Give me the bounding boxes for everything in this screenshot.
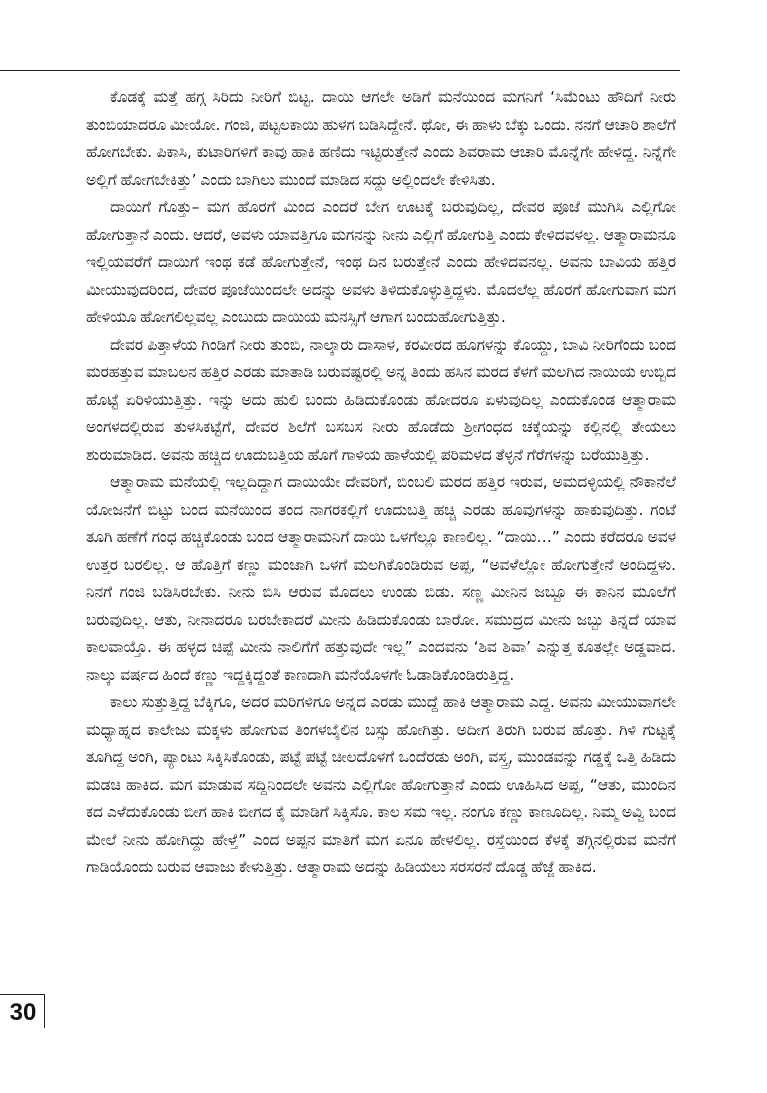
- paragraph-4: ಆತ್ಮಾರಾಮ ಮನೆಯಲ್ಲಿ ಇಲ್ಲದಿದ್ದಾಗ ದಾಯಿಯೇ ದೇವರಿಗೆ, ಬಿಂಬಲಿ ಮರದ ಹತ್ತಿರ ಇರುವ, ಅಮದಳ್ಳಿಯಲ್ಲಿ ನೌಕಾನೆಲೆ ಯೋಜನೆಗೆ ಬಿಟ್ಟು ಬಂದ ಮನೆಯಿಂದ ತಂದ ನಾಗರಕಲ್ಲಿಗೆ ಊದುಬತ್ತಿ ಹಚ್ಚಿ ಎರಡು ಹೂವುಗಳನ್ನು ಹಾಕುವುದಿತ್ತು. ಗಂಟೆ ತೂಗಿ ಹಣೆಗೆ ಗಂಧ ಹಚ್ಚಿಕೊಂಡು ಬಂದ ಆತ್ಮಾರಾಮನಿಗೆ ದಾಯಿ ಒಳಗೆಲ್ಲೂ ಕಾಣಲಿಲ್ಲ. “ದಾಯಿ…” ಎಂದು ಕರೆದರೂ ಅವಳ ಉತ್ತರ ಬರಲಿಲ್ಲ. ಆ ಹೊತ್ತಿಗೆ ಕಣ್ಣು ಮಂಜಾಗಿ ಒಳಗೆ ಮಲಗಿಕೊಂಡಿರುವ ಅಪ್ಪ, “ಅವಳೆಲ್ಲೋ ಹೋಗುತ್ತೇನೆ ಅಂದಿದ್ದಳು. ನಿನಗೆ ಗಂಜಿ ಬಡಿಸಿರಬೇಕು. ನೀನು ಬಿಸಿ ಆರುವ ಮೊದಲು ಉಂಡು ಬಿಡು. ಸಣ್ಣ ಮೀನಿನ ಜಬ್ಬೂ ಈ ಕಾನಿನ ಮೂಲೆಗೆ ಬರುವುದಿಲ್ಲ. ಆತು, ನೀನಾದರೂ ಬರಬೇಕಾದರೆ ಮೀನು ಹಿಡಿದುಕೊಂಡು ಬಾರೋ. ಸಮುದ್ರದ ಮೀನು ಜಬ್ಬು ತಿನ್ನದೆ ಯಾವ ಕಾಲವಾಯ್ತೊ. ಈ ಹಳ್ಳದ ಚಿಪ್ಪೆ ಮೀನು ನಾಲಿಗೆಗೆ ಹತ್ತುವುದೇ ಇಲ್ಲ” ಎಂದವನು ‘ಶಿವ ಶಿವಾ’ ಎನ್ನುತ್ತ ಕೂತಲ್ಲೇ ಅಡ್ಡವಾದ. ನಾಲ್ಕು ವರ್ಷದ ಹಿಂದೆ ಕಣ್ಣು ಇದ್ದಕ್ಕಿದ್ದಂತೆ ಕಾಣದಾಗಿ ಮನೆಯೊಳಗೇ ಓಡಾಡಿಕೊಂಡಿರುತ್ತಿದ್ದ.: [86, 473, 676, 684]
- paragraph-3: ದೇವರ ಪಿತ್ತಾಳೆಯ ಗಿಂಡಿಗೆ ನೀರು ತುಂಬಿ, ನಾಲ್ಕಾರು ದಾಸಾಳ, ಕರವೀರದ ಹೂಗಳನ್ನು ಕೊಯ್ದು, ಬಾವಿ ನೀರಿಗೆಂದು ಬಂದ ಮರಹತ್ತುವ ಮಾಬಲನ ಹತ್ತಿರ ಎರಡು ಮಾತಾಡಿ ಬರುವಷ್ಟರಲ್ಲಿ ಅನ್ನ ತಿಂದು ಹಸಿನ ಮರದ ಕೆಳಗೆ ಮಲಗಿದ ನಾಯಿಯ ಉಬ್ಬಿದ ಹೊಟ್ಟೆ ಏರಿಳಿಯುತ್ತಿತ್ತು. ಇನ್ನು ಅದು ಹುಲಿ ಬಂದು ಹಿಡಿದುಕೊಂಡು ಹೋದರೂ ಏಳುವುದಿಲ್ಲ ಎಂದುಕೊಂಡ ಆತ್ಮಾರಾಮ ಅಂಗಳದಲ್ಲಿರುವ ತುಳಸಿಕಟ್ಟೆಗೆ, ದೇವರ ಶಿಲೆಗೆ ಬಸಬಸ ನೀರು ಹೊಡೆದು ಶ್ರೀಗಂಧದ ಚಕ್ಕೆಯನ್ನು ಕಲ್ಲಿನಲ್ಲಿ ತೇಯಲು ಶುರುಮಾಡಿದ. ಅವನು ಹಚ್ಚಿದ ಊದುಬತ್ತಿಯ ಹೊಗೆ ಗಾಳಿಯ ಹಾಳೆಯಲ್ಲಿ ಪರಿಮಳದ ತೆಳ್ಳನೆ ಗೆರೆಗಳನ್ನು ಬರೆಯುತ್ತಿತ್ತು.: [86, 335, 676, 464]
- footer-rule: [0, 994, 44, 995]
- paragraph-1: ಕೊಡಕ್ಕೆ ಮತ್ತೆ ಹಗ್ಗ ಸಿರಿದು ನೀರಿಗೆ ಬಿಟ್ಟ. ದಾಯಿ ಆಗಲೇ ಅಡಿಗೆ ಮನೆಯಿಂದ ಮಗನಿಗೆ ‘ಸಿಮೆಂಟು ಹೌದಿಗೆ ನೀರು ತುಂಬಿಯಾದರೂ ಮೀಯೋ. ಗಂಜಿ, ಪಟ್ಟಲಕಾಯಿ ಹುಳಗ ಬಡಿಸಿದ್ದೇನೆ. ಥೋ, ಈ ಹಾಳು ಬೆಕ್ಕು ಒಂದು. ನನಗೆ ಆಚಾರಿ ಶಾಲೆಗೆ ಹೋಗಬೇಕು. ಪಿಕಾಸಿ, ಕುಟಾರಿಗಳಿಗೆ ಕಾವು ಹಾಕಿ ಹಣಿದು ಇಟ್ಟಿರುತ್ತೇನೆ ಎಂದು ಶಿವರಾಮ ಆಚಾರಿ ಮೊನ್ನೆಗೇ ಹೇಳಿದ್ದ. ನಿನ್ನೆಗೇ ಅಲ್ಲಿಗೆ ಹೋಗಬೇಕಿತ್ತು’ ಎಂದು ಬಾಗಿಲು ಮುಂದೆ ಮಾಡಿದ ಸದ್ದು ಅಲ್ಲಿಂದಲೇ ಕೇಳಿಸಿತು.: [86, 88, 676, 189]
- body-text: [86, 84, 676, 882]
- paragraph-2: ದಾಯಿಗೆ ಗೊತ್ತು– ಮಗ ಹೊರಗೆ ಮಿಂದ ಎಂದರೆ ಬೇಗ ಊಟಕ್ಕೆ ಬರುವುದಿಲ್ಲ, ದೇವರ ಪೂಜೆ ಮುಗಿಸಿ ಎಲ್ಲಿಗೋ ಹೋಗುತ್ತಾನೆ ಎಂದು. ಆದರೆ, ಅವಳು ಯಾವತ್ತಿಗೂ ಮಗನನ್ನು ನೀನು ಎಲ್ಲಿಗೆ ಹೋಗುತ್ತಿ ಎಂದು ಕೇಳಿದವಳಲ್ಲ. ಆತ್ಮಾರಾಮನೂ ಇಲ್ಲಿಯವರೆಗೆ ದಾಯಿಗೆ ಇಂಥ ಕಡೆ ಹೋಗುತ್ತೇನೆ, ಇಂಥ ದಿನ ಬರುತ್ತೇನೆ ಎಂದು ಹೇಳಿದವನಲ್ಲ. ಅವನು ಬಾವಿಯ ಹತ್ತಿರ ಮೀಯುವುದರಿಂದ, ದೇವರ ಪೂಜೆಯಿಂದಲೇ ಅದನ್ನು ಅವಳು ತಿಳಿದುಕೊಳ್ಳುತ್ತಿದ್ದಳು. ಮೊದಲೆಲ್ಲ ಹೊರಗೆ ಹೋಗುವಾಗ ಮಗ ಹೇಳಿಯೂ ಹೋಗಲಿಲ್ಲವಲ್ಲ ಎಂಬುದು ದಾಯಿಯ ಮನಸ್ಸಿಗೆ ಆಗಾಗ ಬಂದುಹೋಗುತ್ತಿತ್ತು.: [86, 198, 676, 326]
- page-number: 30: [9, 999, 37, 1026]
- paragraph-5: ಕಾಲು ಸುತ್ತುತ್ತಿದ್ದ ಬೆಕ್ಕಿಗೂ, ಅದರ ಮರಿಗಳಿಗೂ ಅನ್ನದ ಎರಡು ಮುದ್ದೆ ಹಾಕಿ ಆತ್ಮಾರಾಮ ಎದ್ದ. ಅವನು ಮೀಯುವಾಗಲೇ ಮಧ್ಯಾಹ್ನದ ಕಾಲೇಜು ಮಕ್ಕಳು ಹೋಗುವ ತಿಂಗಳಬೈಲಿನ ಬಸ್ಸು ಹೋಗಿತ್ತು. ಅದೀಗ ತಿರುಗಿ ಬರುವ ಹೊತ್ತು. ಗಿಳಿ ಗುಟ್ಟಕ್ಕೆ ತೂಗಿದ್ದ ಅಂಗಿ, ಪ್ಯಾಂಟು ಸಿಕ್ಕಿಸಿಕೊಂಡು, ಪಟ್ಟೆ ಪಟ್ಟೆ ಚೀಲದೊಳಗೆ ಒಂದೆರಡು ಅಂಗಿ, ವಸ್ತ್ರ, ಮುಂಡವನ್ನು ಗಡ್ಡಕ್ಕೆ ಒತ್ತಿ ಹಿಡಿದು ಮಡಚಿ ಹಾಕಿದ. ಮಗ ಮಾಡುವ ಸದ್ದಿನಿಂದಲೇ ಅವನು ಎಲ್ಲಿಗೋ ಹೋಗುತ್ತಾನೆ ಎಂದು ಊಹಿಸಿದ ಅಪ್ಪ, “ಆತು, ಮುಂದಿನ ಕದ ಎಳೆದುಕೊಂಡು ಬೀಗ ಹಾಕಿ ಬೀಗದ ಕೈ ಮಾಡಿಗೆ ಸಿಕ್ಕಿಸೊ. ಕಾಲ ಸಮ ಇಲ್ಲ. ನಂಗೂ ಕಣ್ಣು ಕಾಣೂದಿಲ್ಲ. ನಿಮ್ಮ ಅವ್ವಿ ಬಂದ ಮೇಲೆ ನೀನು ಹೋಗಿದ್ದು ಹೇಳ್ತೆ” ಎಂದ ಅಪ್ಪನ ಮಾತಿಗೆ ಮಗ ಏನೂ ಹೇಳಲಿಲ್ಲ. ರಸ್ತೆಯಿಂದ ಕೆಳಕ್ಕೆ ತಗ್ಗಿನಲ್ಲಿರುವ ಮನೆಗೆ ಗಾಡಿಯೊಂದು ಬರುವ ಆವಾಜು ಕೇಳುತ್ತಿತ್ತು. ಆತ್ಮಾರಾಮ ಅದನ್ನು ಹಿಡಿಯಲು ಸರಸರನೆ ದೊಡ್ಡ ಹೆಜ್ಜೆ ಹಾಕಿದ.: [86, 693, 676, 876]
- header-rule: [0, 70, 680, 71]
